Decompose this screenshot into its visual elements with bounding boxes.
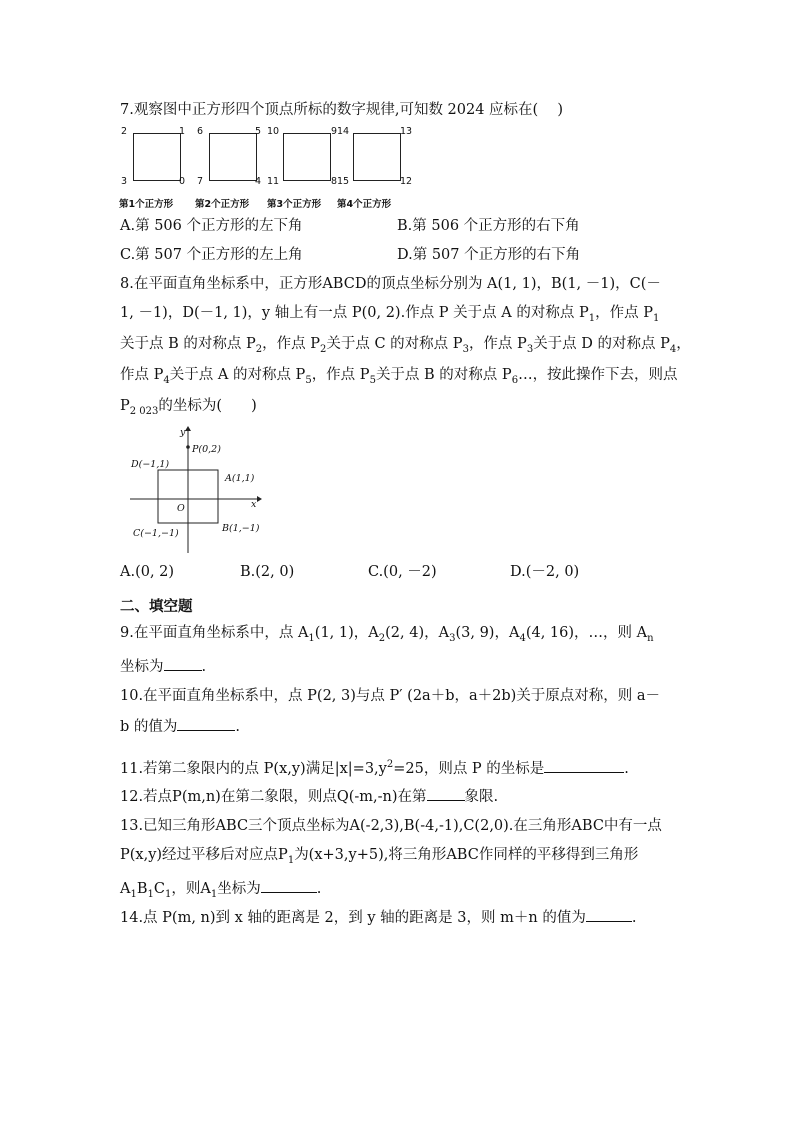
answer-blank[interactable] <box>544 758 624 773</box>
vertex-label: 2 <box>121 126 128 137</box>
square-caption: 第2个正方形 <box>195 199 250 210</box>
q10-line-1: 10.在平面直角坐标系中，点 P(2, 3)与点 P′ (2a＋b，a＋2b)关于原点对称，则 a－ <box>120 688 661 704</box>
point-p <box>186 445 190 449</box>
square-1 <box>119 124 189 210</box>
answer-blank[interactable] <box>164 656 202 671</box>
square-caption: 第3个正方形 <box>267 199 322 210</box>
answer-blank[interactable] <box>261 878 317 893</box>
vertex-label: 0 <box>179 176 186 187</box>
q13-line-1: 13.已知三角形ABC三个顶点坐标为A(-2,3),B(-4,-1),C(2,0).在三角形ABC中有一点 <box>120 818 662 834</box>
label-o: O <box>177 503 185 514</box>
q14-line: 14.点 P(m, n)到 x 轴的距离是 2，到 y 轴的距离是 3，则 m＋n 的值为 . <box>120 907 636 928</box>
label-x: x <box>251 499 257 510</box>
vertex-label: 13 <box>400 126 413 137</box>
q7-option-d: D.第 507 个正方形的右下角 <box>397 247 581 263</box>
q7-option-c: C.第 507 个正方形的左上角 <box>120 247 303 263</box>
vertex-label: 12 <box>400 176 413 187</box>
square-caption: 第4个正方形 <box>337 199 392 210</box>
square-2 <box>195 124 265 210</box>
q7-option-b: B.第 506 个正方形的右下角 <box>397 218 580 234</box>
vertex-label: 1 <box>179 126 186 137</box>
q11-line: 11.若第二象限内的点 P(x,y)满足$|x|=3,y^2=25$，则点 P 的坐标是 . <box>120 759 629 777</box>
q8-line-3: 关于点 B 的对称点 $P_2$，作点 $P_2$关于点 C 的对称点 $P_3$，作点 $P_3$关于点 D 的对称点 $P_4$， <box>120 336 691 355</box>
q7-option-a: A.第 506 个正方形的左下角 <box>120 218 303 234</box>
q7-squares-figure <box>119 124 413 210</box>
label-p: P(0,2) <box>192 444 221 455</box>
square-4 <box>337 124 413 210</box>
q8-option-a: A.(0, 2) <box>120 564 175 580</box>
x-axis-arrow <box>257 496 262 502</box>
square-caption: 第1个正方形 <box>119 199 174 210</box>
vertex-label: 3 <box>121 176 128 187</box>
vertex-label: 9 <box>331 126 338 137</box>
q8-line-2: 1, －1)，D(－1, 1)，y 轴上有一点 P(0, 2).作点 P 关于点 A 的对称点 $P_1$，作点 $P_1$ <box>120 305 660 324</box>
q8-line-1: 8.在平面直角坐标系中，正方形ABCD的顶点坐标分别为 A(1, 1)，B(1, －1)，C(－ <box>120 276 661 292</box>
vertex-label: 10 <box>267 126 280 137</box>
vertex-label: 11 <box>267 176 280 187</box>
label-d: D(−1,1) <box>131 459 170 470</box>
vertex-label: 7 <box>197 176 204 187</box>
q13-line-2: P(x,y)经过平移后对应点$P_1$为(x+3,y+5),将三角形ABC作同样的平移得到三角形 <box>120 847 639 866</box>
q10-line-2: b 的值为 . <box>120 716 240 737</box>
label-y: y <box>180 427 186 438</box>
vertex-label: 5 <box>255 126 262 137</box>
vertex-label: 15 <box>337 176 350 187</box>
section-heading: 二、填空题 <box>120 599 193 615</box>
label-a: A(1,1) <box>225 473 255 484</box>
vertex-label: 14 <box>337 126 350 137</box>
q8-option-b: B.(2, 0) <box>240 564 295 580</box>
label-b: B(1,−1) <box>222 523 260 534</box>
q12-line: 12.若点P(m,n)在第二象限，则点Q(-m,-n)在第 象限. <box>120 786 498 807</box>
q9-line-1: 9.在平面直角坐标系中，点 $A_1(1$, 1)，$A_2(2$, 4)，$A_3(3$, 9)，$A_4(4$, 16)，…，则 $A_n$ <box>120 625 654 644</box>
vertex-label: 4 <box>255 176 262 187</box>
answer-blank[interactable] <box>177 716 235 731</box>
q8-line-4: 作点 $P_4$关于点 A 的对称点 $P_5$，作点 $P_5$关于点 B 的对称点 $P_6\dots$，按此操作下去，则点 <box>120 367 678 386</box>
answer-blank[interactable] <box>427 786 465 801</box>
q8-coordinate-graph <box>125 425 265 555</box>
vertex-label: 6 <box>197 126 204 137</box>
q8-option-c: C.(0, －2) <box>368 564 437 580</box>
q8-line-5: $P_{2 023}$的坐标为( ) <box>120 398 257 417</box>
label-c: C(−1,−1) <box>133 528 179 539</box>
q9-line-2: 坐标为 . <box>120 656 206 677</box>
vertex-label: 8 <box>331 176 338 187</box>
answer-blank[interactable] <box>586 907 632 922</box>
q7-stem: 7.观察图中正方形四个顶点所标的数字规律,可知数 2024 应标在( ) <box>120 102 563 118</box>
q13-line-3: $A_1B_1C_1$，则$A_1$坐标为 . <box>120 878 321 905</box>
square-3 <box>267 124 337 210</box>
q8-option-d: D.(－2, 0) <box>510 564 580 580</box>
y-axis-arrow <box>185 426 191 431</box>
